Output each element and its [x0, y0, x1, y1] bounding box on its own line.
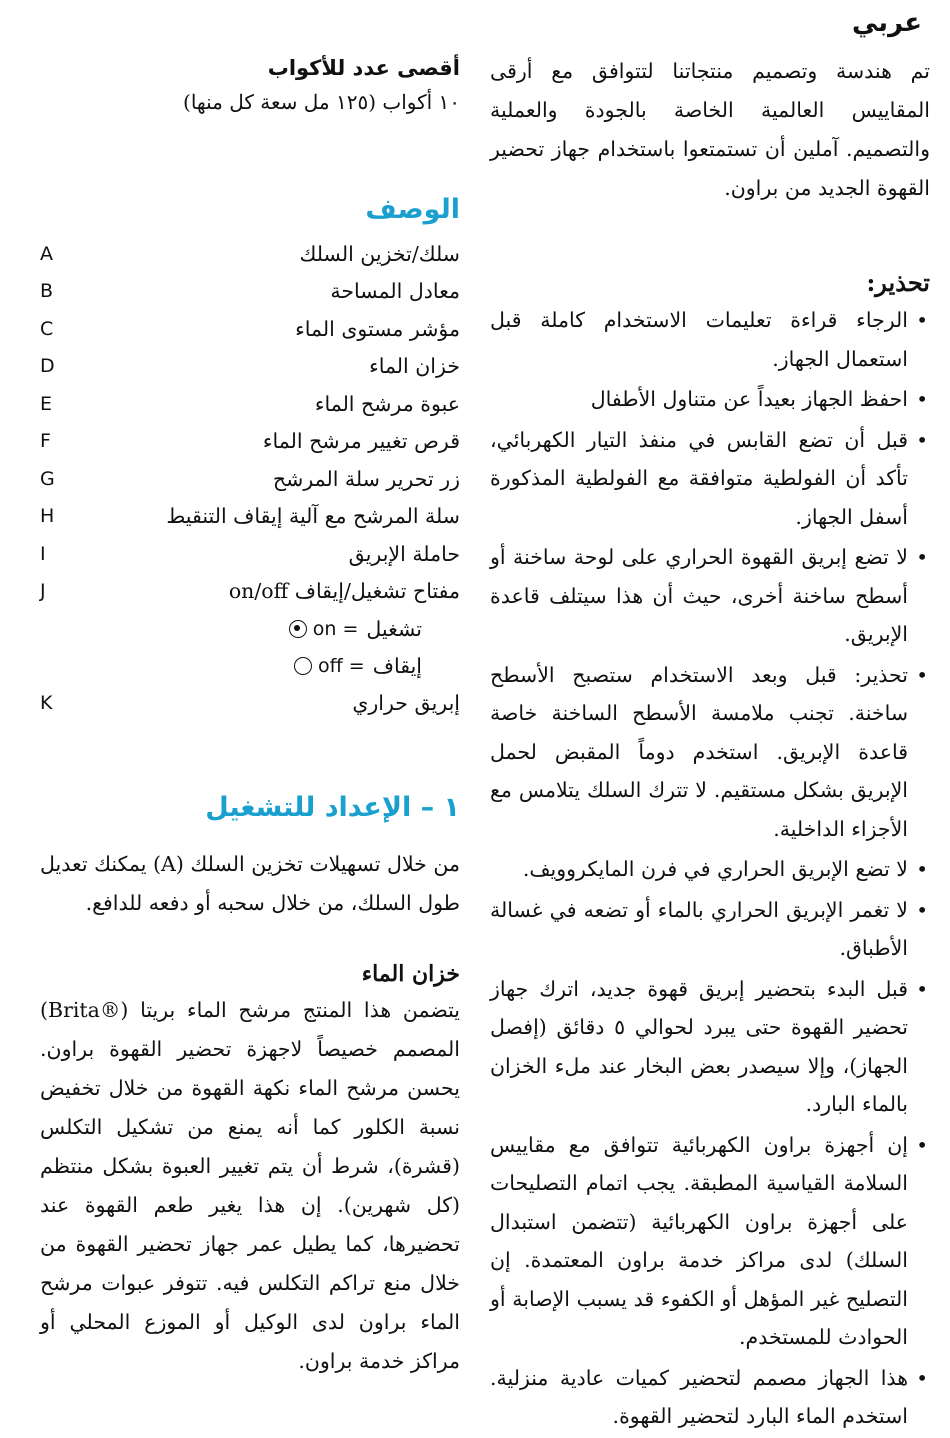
description-item: [40, 498, 460, 536]
warning-title: تحذير:: [866, 268, 930, 297]
description-letter: D: [40, 355, 55, 378]
warning-text: تحذير: قبل وبعد الاستخدام ستصبح الأسطح ساخنة. تجنب ملامسة الأسطح الساخنة خاصة قاعدة الإبريق. استخدم دوماً المقبض لحمل الإبريق بشكل مستقيم. لا تترك السلك يتلامس مع الأجزاء الداخلية.: [490, 662, 908, 841]
description-letter: B: [40, 280, 54, 303]
warning-item: [490, 1359, 930, 1436]
bullet-icon: •: [916, 387, 928, 411]
description-item: [40, 423, 460, 461]
description-letter: K: [40, 691, 53, 714]
language-title: عربي: [851, 8, 922, 38]
power-off-icon: [294, 657, 312, 675]
switch-off-eq: off =: [318, 654, 365, 677]
bullet-icon: •: [916, 897, 928, 922]
switch-on-row: [40, 610, 460, 647]
bullet-icon: •: [916, 1132, 928, 1157]
bullet-icon: •: [916, 662, 928, 687]
switch-off-row: [40, 647, 460, 684]
water-tank-paragraph: يتضمن هذا المنتج مرشح الماء بريتا (®Brita) المصمم خصيصاً لاجهزة تحضير القهوة براون. يحسن مرشح الماء نكهة القهوة من خلال تخفيض نسبة الكلور كما أنه يمنع من تشكيل التكلس (قشرة)، شرط أن يتم تغيير العبوة بشكل منتظم (كل شهرين). إن هذا يغير طعم القهوة عند تحضيرها، كما يطيل عمر جهاز تحضير القهوة من خلال منع تراكم التكلس فيه. تتوفر عبوات مرشح الماء براون لدى الوكيل أو الموزع المحلي أو مراكز خدمة براون.: [40, 997, 460, 1373]
description-item: [40, 460, 460, 498]
warning-item: [490, 891, 930, 968]
description-text: إبريق حراري: [352, 690, 460, 715]
warning-text: هذا الجهاز مصمم لتحضير كميات عادية منزلية. استخدم الماء البارد لتحضير القهوة.: [490, 1365, 908, 1428]
left-column: [40, 52, 460, 1381]
right-column: [490, 52, 930, 1438]
warning-item: [490, 421, 930, 537]
warning-text: احفظ الجهاز بعيداً عن متناول الأطفال: [590, 387, 908, 411]
description-list: [40, 235, 460, 722]
warning-item: [490, 1126, 930, 1357]
warning-item: [490, 380, 930, 419]
description-letter: A: [40, 242, 53, 265]
description-letter: J: [40, 580, 46, 603]
description-text: عبوة مرشح الماء: [314, 391, 460, 416]
description-text: مؤشر مستوى الماء: [295, 316, 460, 341]
description-letter: I: [40, 542, 46, 565]
max-cups-title: أقصى عدد للأكواب: [267, 56, 460, 80]
switch-on-symbol: [289, 618, 359, 640]
warning-text: قبل البدء بتحضير إبريق قهوة جديد، اترك جهاز تحضير القهوة حتى يبرد لحوالي ٥ دقائق (إفصل الجهاز)، وإلا سيصدر بعض البخار عند ملء الخزان بالماء البارد.: [490, 976, 909, 1116]
switch-on-eq: on =: [312, 617, 359, 640]
bullet-icon: •: [916, 976, 928, 1001]
water-tank-title: خزان الماء: [361, 960, 460, 987]
description-letter: H: [40, 505, 55, 528]
warning-text: الرجاء قراءة تعليمات الاستخدام كاملة قبل استعمال الجهاز.: [490, 308, 908, 371]
description-letter: E: [40, 392, 53, 415]
description-text: حاملة الإبريق: [348, 541, 460, 566]
warning-text: لا تضع الإبريق الحراري في فرن المايكروويف.: [522, 857, 908, 881]
description-item: [40, 535, 460, 573]
description-item: [40, 273, 460, 311]
description-title: الوصف: [365, 194, 460, 225]
warning-text: لا تغمر الإبريق الحراري بالماء أو تضعه في غسالة الأطباق.: [490, 897, 908, 960]
warning-item: [490, 850, 930, 889]
bullet-icon: •: [916, 308, 928, 332]
bullet-icon: •: [916, 427, 928, 452]
warning-item: [490, 538, 930, 654]
warning-text: قبل أن تضع القابس في منفذ التيار الكهربائي، تأكد أن الفولطية متوافقة مع الفولطية المذكورة أسفل الجهاز.: [490, 427, 908, 529]
switch-on-label: تشغيل: [366, 616, 422, 641]
description-text: سلة المرشح مع آلية إيقاف التنقيط: [166, 504, 460, 529]
power-on-icon: [289, 620, 307, 638]
description-text: زر تحرير سلة المرشح: [272, 466, 460, 491]
description-text: سلك/تخزين السلك: [299, 241, 460, 266]
description-item: [40, 235, 460, 273]
warning-text: إن أجهزة براون الكهربائية تتوافق مع مقاييس السلامة القياسية المطبقة. يجب اتمام التصليحات على أجهزة براون الكهربائية (تتضمن استبدال السلك) لدى مراكز خدمة براون المعتمدة. إن التصليح غير المؤهل أو الكفوء قد يسبب الإصابة أو الحوادث للمستخدم.: [490, 1132, 908, 1349]
setup-title: ١ – الإعداد للتشغيل: [205, 791, 460, 823]
bullet-icon: •: [916, 1365, 928, 1390]
description-letter: G: [40, 467, 55, 490]
description-text: مفتاح تشغيل/إيقاف on/off: [228, 579, 460, 604]
intro-paragraph: تم هندسة وتصميم منتجاتنا لتتوافق مع أرقى المقاييس العالمية الخاصة بالجودة والعملية والتصميم. آملين أن تستمتعوا باستخدام جهاز تحضير القهوة الجديد من براون.: [490, 59, 930, 200]
description-text: خزان الماء: [369, 354, 460, 379]
description-text: قرص تغيير مرشح الماء: [262, 429, 460, 454]
bullet-icon: •: [916, 857, 928, 881]
description-item: [40, 684, 460, 722]
switch-off-symbol: [294, 655, 365, 677]
description-letter: C: [40, 317, 54, 340]
setup-paragraph: من خلال تسهيلات تخزين السلك (A) يمكنك تعديل طول السلك، من خلال سحبه أو دفعه للدافع.: [40, 851, 460, 915]
max-cups-text: ١٠ أكواب (١٢٥ مل سعة كل منها): [183, 90, 460, 114]
description-item: [40, 310, 460, 348]
switch-off-label: إيقاف: [372, 653, 422, 678]
bullet-icon: •: [916, 545, 928, 569]
warning-item: [490, 656, 930, 849]
description-letter: F: [40, 430, 51, 453]
warning-item: [490, 301, 930, 378]
description-item: [40, 385, 460, 423]
warning-item: [490, 970, 930, 1124]
description-text: معادل المساحة: [330, 279, 460, 304]
description-item: [40, 348, 460, 386]
description-item: [40, 573, 460, 611]
warning-text: لا تضع إبريق القهوة الحراري على لوحة ساخنة أو أسطح ساخنة أخرى، حيث أن هذا سيتلف قاعدة الإبريق.: [490, 545, 908, 646]
warning-list: [490, 301, 930, 1436]
